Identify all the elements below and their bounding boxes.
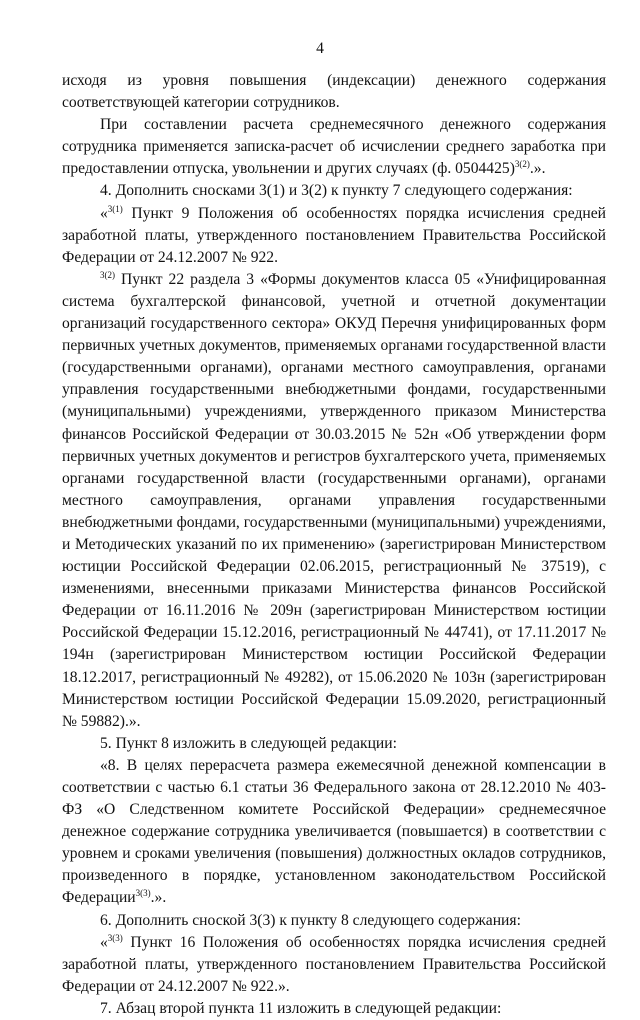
- footnote-ref: 3(2): [100, 269, 115, 280]
- page-number: 4: [316, 40, 324, 57]
- paragraph-item-5: 5. Пункт 8 изложить в следующей редакции:: [100, 734, 397, 752]
- footnote-ref: 3(2): [514, 159, 530, 170]
- paragraph-item-4: 4. Дополнить сносками 3(1) и 3(2) к пункту 7 следующего содержания:: [100, 182, 573, 200]
- footnote-ref: 3(3): [107, 932, 123, 943]
- footnote-ref: 3(3): [135, 888, 151, 899]
- footnote-3-2: $^{3(2)}$ Пункт 22 раздела 3 «Формы документов класса 05 «Унифицированная система бухгалтерской финансовой, учетной и отчетной документации организаций государственного сектора» ОКУД Перечня унифицированных форм первичных учетных документов, применяемых органами государственной власти (государственными органами), органами местного самоуправления, органами управления государственными внебюджетными фондами, государственными (муниципальными) учреждениями, утвержденного приказом Министерства финансов Российской Федерации от 30.03.2015 № 52н «Об утверждении форм первичных учетных документов и регистров бухгалтерского учета, применяемых органами государственной власти (государственными органами), органами местного самоуправления, органами управления государственными внебюджетными фондами, государственными (муниципальными) учреждениями, и Методических указаний по их применению» (зарегистрирован Министерством юстиции Российской Федерации 02.06.2015, регистрационный № 37519), с изменениями, внесенными приказами Министерства финансов Российской Федерации от 16.11.2016 № 209н (зарегистрирован Министерством юстиции Российской Федерации 15.12.2016, регистрационный № 44741), от 17.11.2017 № 194н (зарегистрирован Министерством юстиции Российской Федерации 18.12.2017, регистрационный № 49282), от 15.06.2020 № 103н (зарегистрирован Министерством юстиции Российской Федерации 15.09.2020, регистрационный № 59882).».: [62, 269, 606, 730]
- document-body: [62, 70, 606, 1020]
- paragraph-item-6: 6. Дополнить сноской 3(3) к пункту 8 следующего содержания:: [100, 911, 521, 929]
- footnote-ref: 3(1): [107, 203, 123, 214]
- footnote-3-3: «$^{3(3)}$ Пункт 16 Положения об особенностях порядка исчисления средней заработной платы, утвержденного постановлением Правительства Российской Федерации от 24.12.2007 № 922.».: [62, 932, 606, 995]
- paragraph-calculation-note: При составлении расчета среднемесячного денежного содержания сотрудника применяется записка-расчет об исчислении среднего заработка при предоставлении отпуска, увольнении и других случаях (ф. 0504425)$^{3(2)}$.».: [62, 116, 606, 178]
- paragraph-point-8: «8. В целях перерасчета размера ежемесячной денежной компенсации в соответствии с частью 6.1 статьи 36 Федерального закона от 28.12.2010 № 403-ФЗ «О Следственном комитете Российской Федерации» среднемесячное денежное содержание сотрудника увеличивается (повышается) в соответствии с уровнем и сроками увеличения (повышения) должностных окладов сотрудников, произведенного в порядке, установленном законодательством Российской Федерации$^{3(3)}$.».: [62, 756, 606, 907]
- paragraph-item-7: 7. Абзац второй пункта 11 изложить в следующей редакции:: [100, 999, 502, 1017]
- paragraph-indexation-tail: исходя из уровня повышения (индексации) денежного содержания соответствующей категории сотрудников.: [62, 72, 606, 112]
- footnote-3-1: «$^{3(1)}$ Пункт 9 Положения об особенностях порядка исчисления средней заработной платы, утвержденного постановлением Правительства Российской Федерации от 24.12.2007 № 922.: [62, 203, 606, 266]
